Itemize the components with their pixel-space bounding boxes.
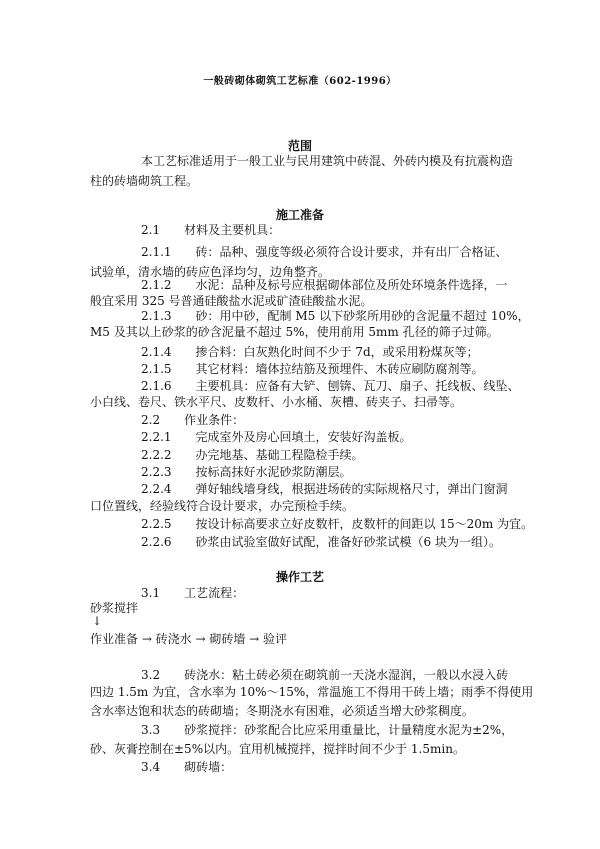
paragraph-line: 试验单，清水墙的砖应色泽均匀，边角整齐。	[90, 265, 331, 279]
section-heading-scope: 范围	[287, 139, 312, 153]
paragraph-line: 2.1.1 砖：品种、强度等级必须符合设计要求，并有出厂合格证、	[141, 245, 508, 259]
paragraph-line: 2.1.5 其它材料：墙体拉结筋及预埋件、木砖应刷防腐剂等。	[141, 362, 484, 376]
paragraph-line: 2.2.2 办完地基、基础工程隐检手续。	[141, 448, 364, 462]
paragraph-line: 砂、灰膏控制在±5%以内。宜用机械搅拌，搅拌时间不少于 1.5min。	[90, 742, 465, 756]
flow-start: 砂浆搅拌	[90, 601, 139, 615]
paragraph-line: 2.2.1 完成室外及房心回填土，安装好沟盖板。	[141, 430, 412, 444]
paragraph-line: 小白线、卷尺、铁水平尺、皮数杆、小水桶、灰槽、砖夹子、扫帚等。	[90, 395, 463, 409]
paragraph-line: 2.1.4 掺合料：白灰熟化时间不少于 7d，或采用粉煤灰等；	[141, 345, 479, 359]
paragraph-line: 口位置线，经验线符合设计要求，办完预检手续。	[90, 499, 355, 513]
paragraph-line: 3.3 砂浆搅拌：砂浆配合比应采用重量比，计量精度水泥为±2%，	[141, 723, 514, 737]
paragraph-line: 3.2 砖浇水：粘土砖必须在砌筑前一天浇水湿润，一般以水浸入砖	[141, 668, 509, 682]
paragraph-line: 2.1.2 水泥：品种及标号应根据砌体部位及所处环境条件选择，一	[141, 278, 508, 292]
paragraph-line: 2.2 作业条件：	[141, 413, 245, 427]
flow-title: 3.1 工艺流程：	[141, 586, 245, 600]
section-heading-process: 操作工艺	[275, 570, 324, 584]
paragraph-line: 2.2.3 按标高抹好水泥砂浆防潮层。	[141, 465, 352, 479]
paragraph-line: 柱的砖墙砌筑工程。	[90, 174, 199, 188]
paragraph-line: 2.2.4 弹好轴线墙身线，根据进场砖的实际规格尺寸，弹出门窗洞	[141, 482, 508, 496]
paragraph-line: 2.1.6 主要机具：应备有大铲、刨锛、瓦刀、扇子、托线板、线坠、	[141, 379, 520, 393]
section-heading-prep: 施工准备	[275, 208, 324, 222]
paragraph-line: 3.4 砌砖墙：	[141, 760, 233, 774]
paragraph-line: 含水率达饱和状态的砖砌墙；冬期浇水有困难，必须适当增大砂浆稠度。	[90, 704, 475, 718]
paragraph-line: M5 及其以上砂浆的砂含泥量不超过 5%，使用前用 5mm 孔径的筛子过筛。	[90, 325, 499, 339]
arrow-down-icon: ↓	[92, 614, 103, 628]
paragraph-line: 四边 1.5m 为宜，含水率为 10%～15%，常温施工不得用干砖上墙；雨季不得使用	[90, 685, 534, 699]
paragraph-line: 般宜采用 325 号普通硅酸盐水泥或矿渣硅酸盐水泥。	[90, 294, 373, 308]
paragraph-line: 2.2.5 按设计标高要求立好皮数杆，皮数杆的间距以 15～20m 为宜。	[141, 517, 534, 531]
paragraph-line: 2.1 材料及主要机具：	[141, 223, 281, 237]
document-title: 一般砖砌体砌筑工艺标准（602-1996）	[203, 76, 397, 87]
flow-main: 作业准备 → 砖浇水 → 砌砖墙 → 验评	[90, 632, 288, 646]
paragraph-line: 本工艺标准适用于一般工业与民用建筑中砖混、外砖内模及有抗震构造	[141, 154, 514, 168]
paragraph-line: 2.2.6 砂浆由试验室做好试配，准备好砂浆试模（6 块为一组）。	[141, 535, 501, 549]
paragraph-line: 2.1.3 砂：用中砂，配制 M5 以下砂浆所用砂的含泥量不超过 10%，	[141, 309, 530, 323]
